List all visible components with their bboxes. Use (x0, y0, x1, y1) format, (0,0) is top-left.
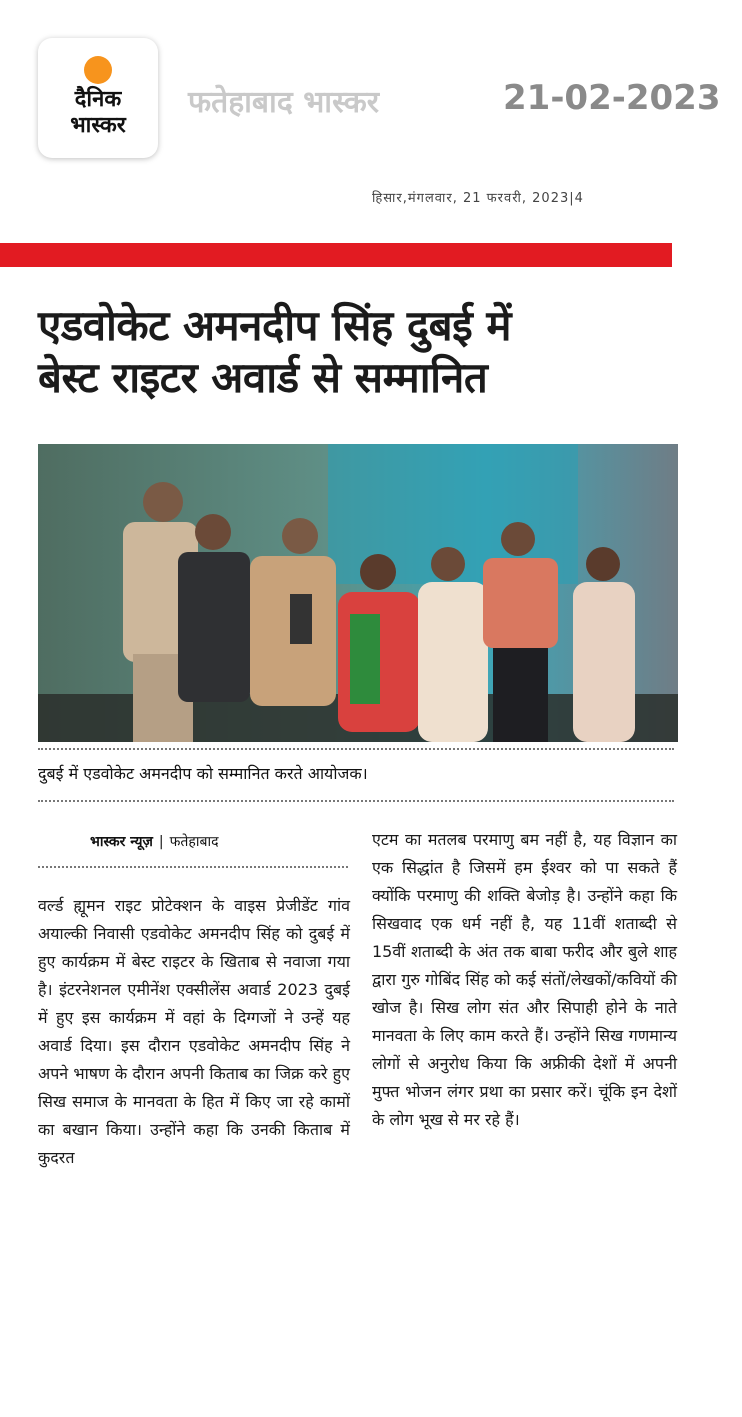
photo-caption: दुबई में एडवोकेट अमनदीप को सम्मानित करते आयोजक। (38, 764, 368, 783)
byline-source: भास्कर न्यूज़ (90, 834, 153, 850)
red-rule (0, 243, 672, 267)
headline-line2: बेस्ट राइटर अवार्ड से सम्मानित (38, 353, 488, 402)
dainik-bhaskar-logo[interactable] (38, 38, 158, 158)
headline-line1: एडवोकेट अमनदीप सिंह दुबई में (38, 301, 511, 350)
column-2-text: एटम का मतलब परमाणु बम नहीं है, यह विज्ञान का एक सिद्धांत है जिसमें हम ईश्वर को पा सकते हैं क्योंकि परमाणु की शक्ति बेजोड़ है। उन्होंने कहा कि सिखवाद एक धर्म नहीं है, यह 11वीं शताब्दी से 15वीं शताब्दी के अंत तक बाबा फरीद और बुले शाह द्वारा गुरु गोबिंद सिंह को कई संतों/लेखकों/कवियों की खोज है। सिख लोग संत और सिपाही होने के नाते मानवता के लिए काम करते हैं। उन्होंने सिख गणमान्य लोगों से अनुरोध किया कि अफ्रीकी देशों में अपनी मुफ्त भोजन लंगर प्रथा का प्रसार करें। चूंकि इन देशों के लोग भूख से मर रहे हैं। (372, 830, 677, 1129)
byline (90, 832, 219, 851)
divider-top (38, 748, 674, 750)
edition-date: 21-02-2023 (503, 78, 721, 118)
byline-place: फतेहाबाद (169, 834, 219, 850)
sun-icon (84, 56, 112, 84)
app-header (0, 0, 742, 200)
divider-caption (38, 800, 674, 802)
column-1-text: वर्ल्ड ह्यूमन राइट प्रोटेक्शन के वाइस प्रेजीडेंट गांव अयाल्की निवासी एडवोकेट अमनदीप सिंह को दुबई में हुए कार्यक्रम में बेस्ट राइटर के खिताब से नवाजा गया है। इंटरनेशनल एमीनेंश एक्सीलेंस अवार्ड 2023 दुबई में हुए इस कार्यक्रम में वहां के दिग्गजों ने उन्हें यह अवार्ड दिया। इस दौरान एडवोकेट अमनदीप सिंह ने अपने भाषण के दौरान अपनी किताब का जिक्र करे हुए सिख समाज के मानवता के हित में किए जा रहे कामों का बखान किया। उन्होंने कहा कि उनकी किताब में कुदरत (38, 896, 350, 1167)
award-ceremony-photo (38, 444, 678, 742)
running-head: हिसार,मंगलवार, 21 फरवरी, 2023|4 (372, 191, 584, 206)
logo-text-line2: भास्कर (70, 113, 126, 138)
article-headline (38, 300, 678, 404)
byline-separator: | (158, 834, 164, 850)
edition-title: फतेहाबाद भास्कर (188, 85, 380, 120)
logo-text-line1: दैनिक (74, 87, 122, 112)
article-column-2 (372, 826, 677, 1134)
photo-illustration (38, 444, 678, 742)
divider-byline (38, 866, 348, 868)
article-column-1 (38, 892, 350, 1172)
